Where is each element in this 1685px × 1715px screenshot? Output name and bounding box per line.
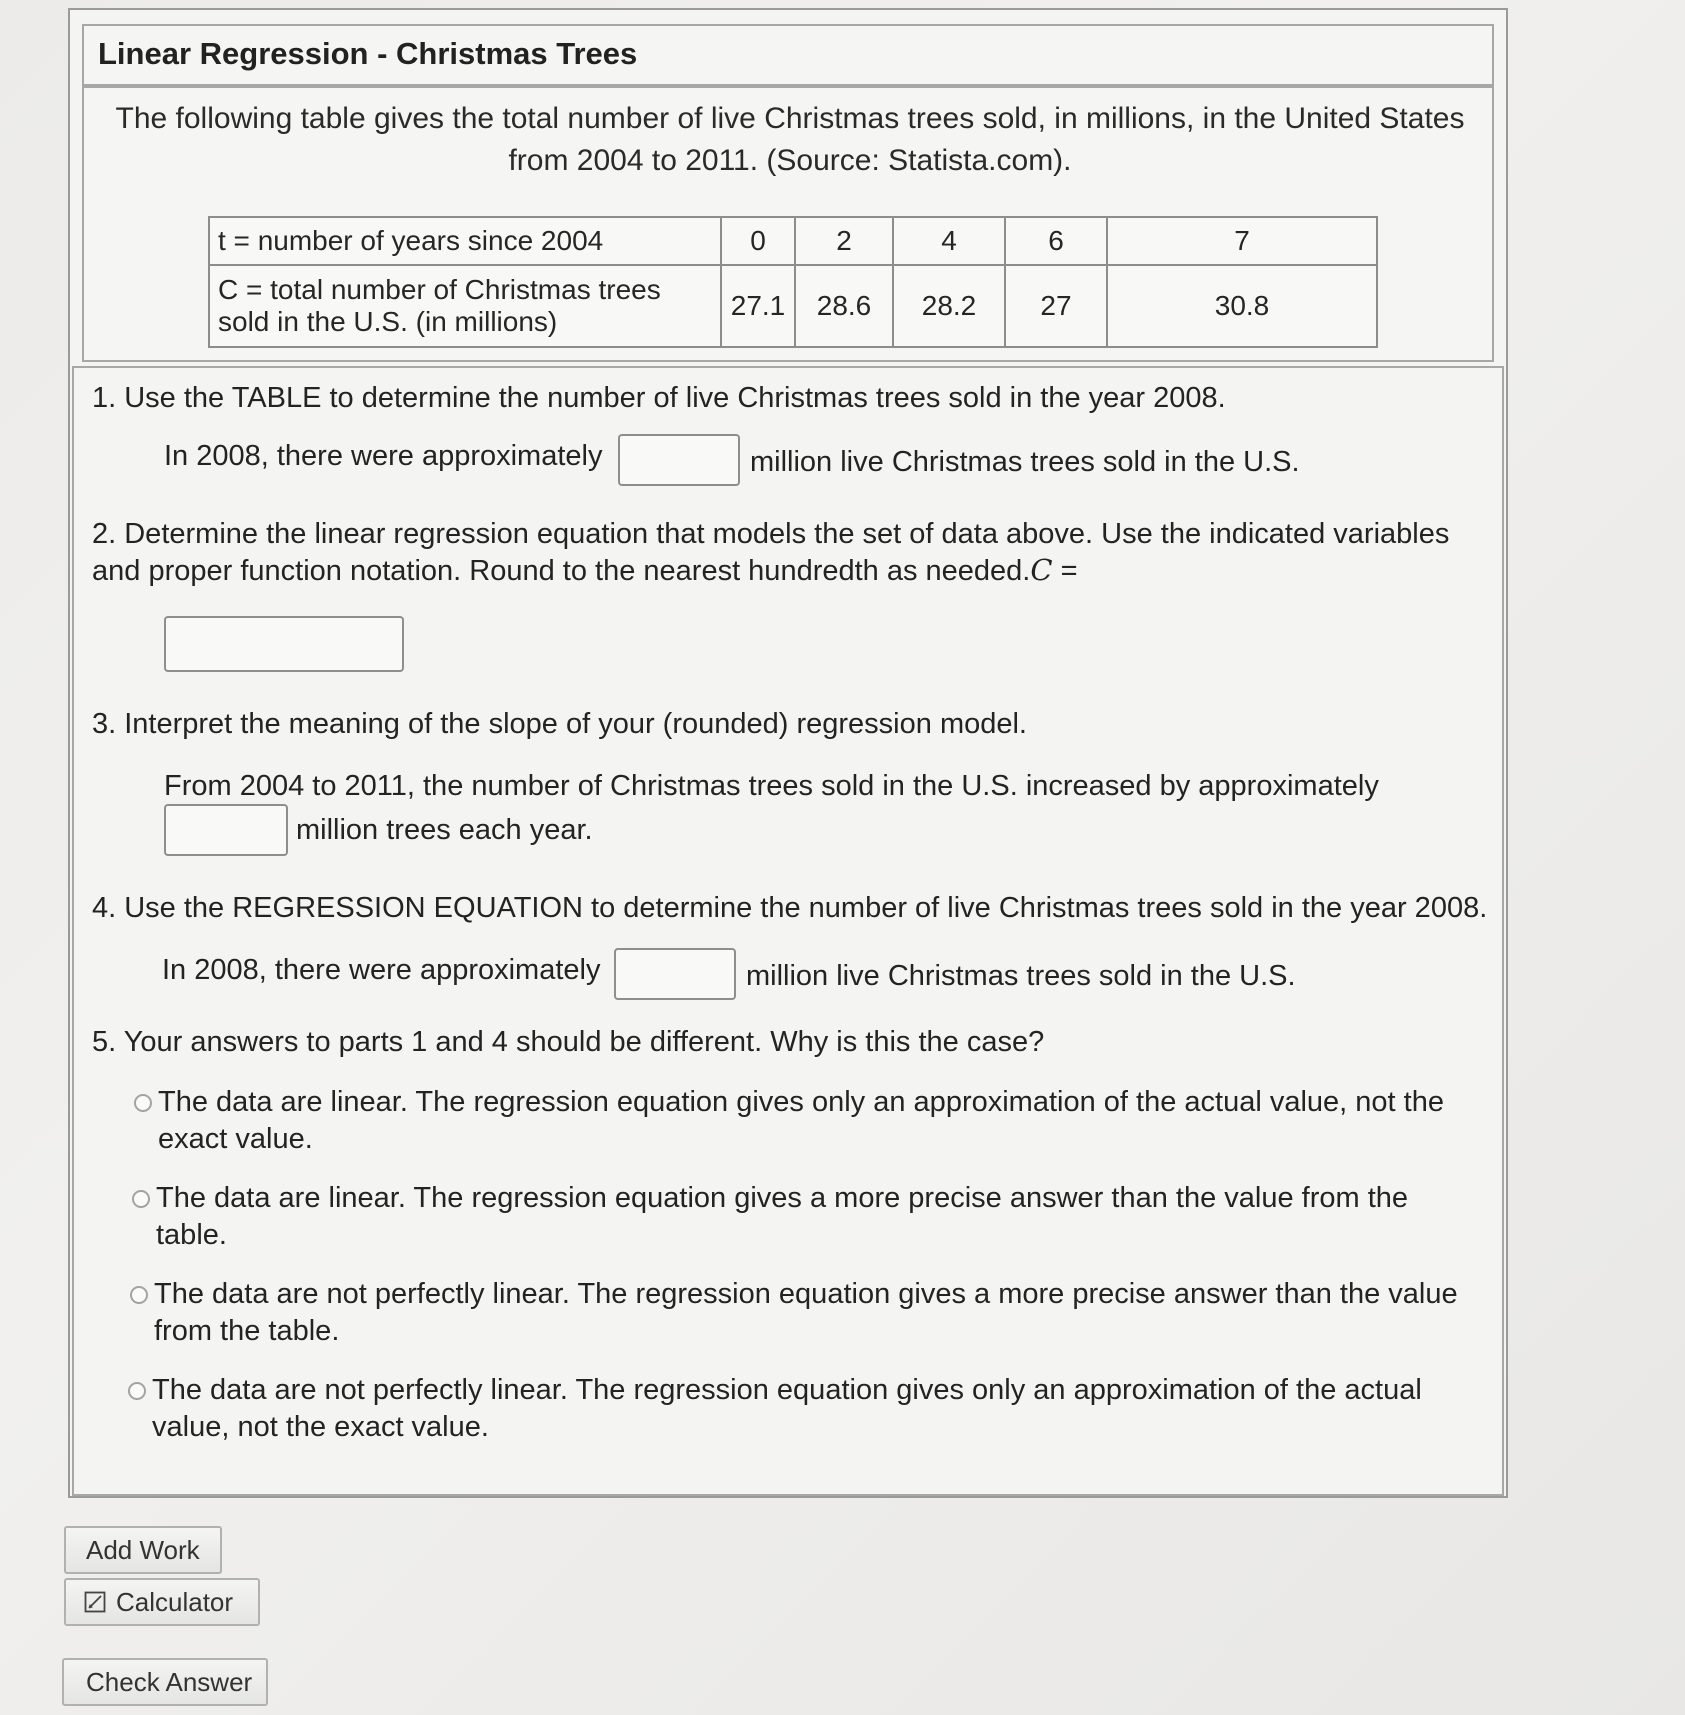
- option-4-line1: The data are not perfectly linear. The regression equation gives only an approximation of the actual: [152, 1374, 1422, 1406]
- calculator-button[interactable]: [64, 1578, 260, 1626]
- question-5-prompt: 5. Your answers to parts 1 and 4 should be different. Why is this the case?: [92, 1026, 1045, 1058]
- add-work-button[interactable]: [64, 1526, 222, 1574]
- option-2-line2: table.: [156, 1219, 227, 1251]
- question-4-text-before: In 2008, there were approximately: [162, 954, 601, 986]
- question-3-prompt: 3. Interpret the meaning of the slope of your (rounded) regression model.: [92, 708, 1027, 740]
- question-2-prompt-text: and proper function notation. Round to the nearest hundredth as needed.: [92, 555, 1031, 587]
- question-4-answer-input[interactable]: [614, 948, 736, 1000]
- table-row-label-c-line1: C = total number of Christmas trees: [218, 274, 661, 305]
- question-1-prompt: 1. Use the TABLE to determine the number of live Christmas trees sold in the year 2008.: [92, 382, 1226, 414]
- edit-square-icon: [84, 1591, 106, 1613]
- question-3-text-line1: From 2004 to 2011, the number of Christmas trees sold in the U.S. increased by approximately: [164, 770, 1379, 802]
- questions-section: [72, 366, 1504, 1496]
- table-cell-c: 27: [1005, 265, 1107, 347]
- question-2-equals: =: [1060, 555, 1078, 587]
- table-cell-t: 0: [721, 217, 795, 265]
- question-1-text-after: million live Christmas trees sold in the U.S.: [750, 446, 1300, 478]
- table-cell-c: 27.1: [721, 265, 795, 347]
- option-1-line2: exact value.: [158, 1123, 313, 1155]
- table-cell-t: 6: [1005, 217, 1107, 265]
- table-row-label-t: t = number of years since 2004: [209, 217, 721, 265]
- table-row-c: [209, 265, 1377, 347]
- add-work-label: Add Work: [86, 1534, 200, 1565]
- question-4-prompt: 4. Use the REGRESSION EQUATION to determine the number of live Christmas trees sold in the year 2008.: [92, 892, 1488, 924]
- title-bar: [82, 24, 1494, 86]
- question-card: [68, 8, 1508, 1498]
- question-4-text-after: million live Christmas trees sold in the U.S.: [746, 960, 1296, 992]
- question-2-equation-input[interactable]: [164, 616, 404, 672]
- intro-section: [82, 86, 1494, 362]
- page-title: Linear Regression - Christmas Trees: [98, 36, 638, 71]
- option-3-line1: The data are not perfectly linear. The regression equation gives a more precise answer than the value: [154, 1278, 1458, 1310]
- check-answer-button[interactable]: [62, 1658, 268, 1706]
- table-cell-t: 7: [1107, 217, 1377, 265]
- question-2-variable: C: [1030, 553, 1053, 587]
- table-row-t: [209, 217, 1377, 265]
- intro-text: The following table gives the total number of live Christmas trees sold, in millions, in the United States from 2004 to 2011. (Source: Statista.com).: [115, 102, 1465, 177]
- question-3-answer-input[interactable]: [164, 804, 288, 856]
- option-3-radio[interactable]: [130, 1286, 148, 1304]
- option-4-label[interactable]: [152, 1372, 1422, 1446]
- option-2-label[interactable]: [156, 1180, 1408, 1254]
- question-1-text-before: In 2008, there were approximately: [164, 440, 603, 472]
- option-1-line1: The data are linear. The regression equation gives only an approximation of the actual value, not the: [158, 1086, 1444, 1118]
- check-answer-label: Check Answer: [86, 1666, 253, 1697]
- table-cell-t: 4: [893, 217, 1005, 265]
- data-table: [208, 216, 1378, 348]
- option-4-radio[interactable]: [128, 1382, 146, 1400]
- option-3-line2: from the table.: [154, 1315, 340, 1347]
- question-1-answer-input[interactable]: [618, 434, 740, 486]
- table-cell-c: 30.8: [1107, 265, 1377, 347]
- option-1-label[interactable]: [158, 1084, 1444, 1158]
- option-3-label[interactable]: [154, 1276, 1458, 1350]
- option-4-line2: value, not the exact value.: [152, 1411, 489, 1443]
- table-row-label-c-line2: sold in the U.S. (in millions): [218, 306, 558, 337]
- question-2-prompt-line1: 2. Determine the linear regression equation that models the set of data above. Use the indicated variables: [92, 518, 1450, 550]
- option-1-radio[interactable]: [134, 1094, 152, 1112]
- table-row-label-c: [209, 265, 721, 347]
- table-cell-c: 28.2: [893, 265, 1005, 347]
- table-cell-c: 28.6: [795, 265, 893, 347]
- question-3-text-after: million trees each year.: [296, 814, 593, 846]
- option-2-line1: The data are linear. The regression equation gives a more precise answer than the value from the: [156, 1182, 1409, 1214]
- question-2-prompt-line2: [92, 552, 1078, 589]
- option-2-radio[interactable]: [132, 1190, 150, 1208]
- calculator-label: Calculator: [116, 1586, 234, 1617]
- table-cell-t: 2: [795, 217, 893, 265]
